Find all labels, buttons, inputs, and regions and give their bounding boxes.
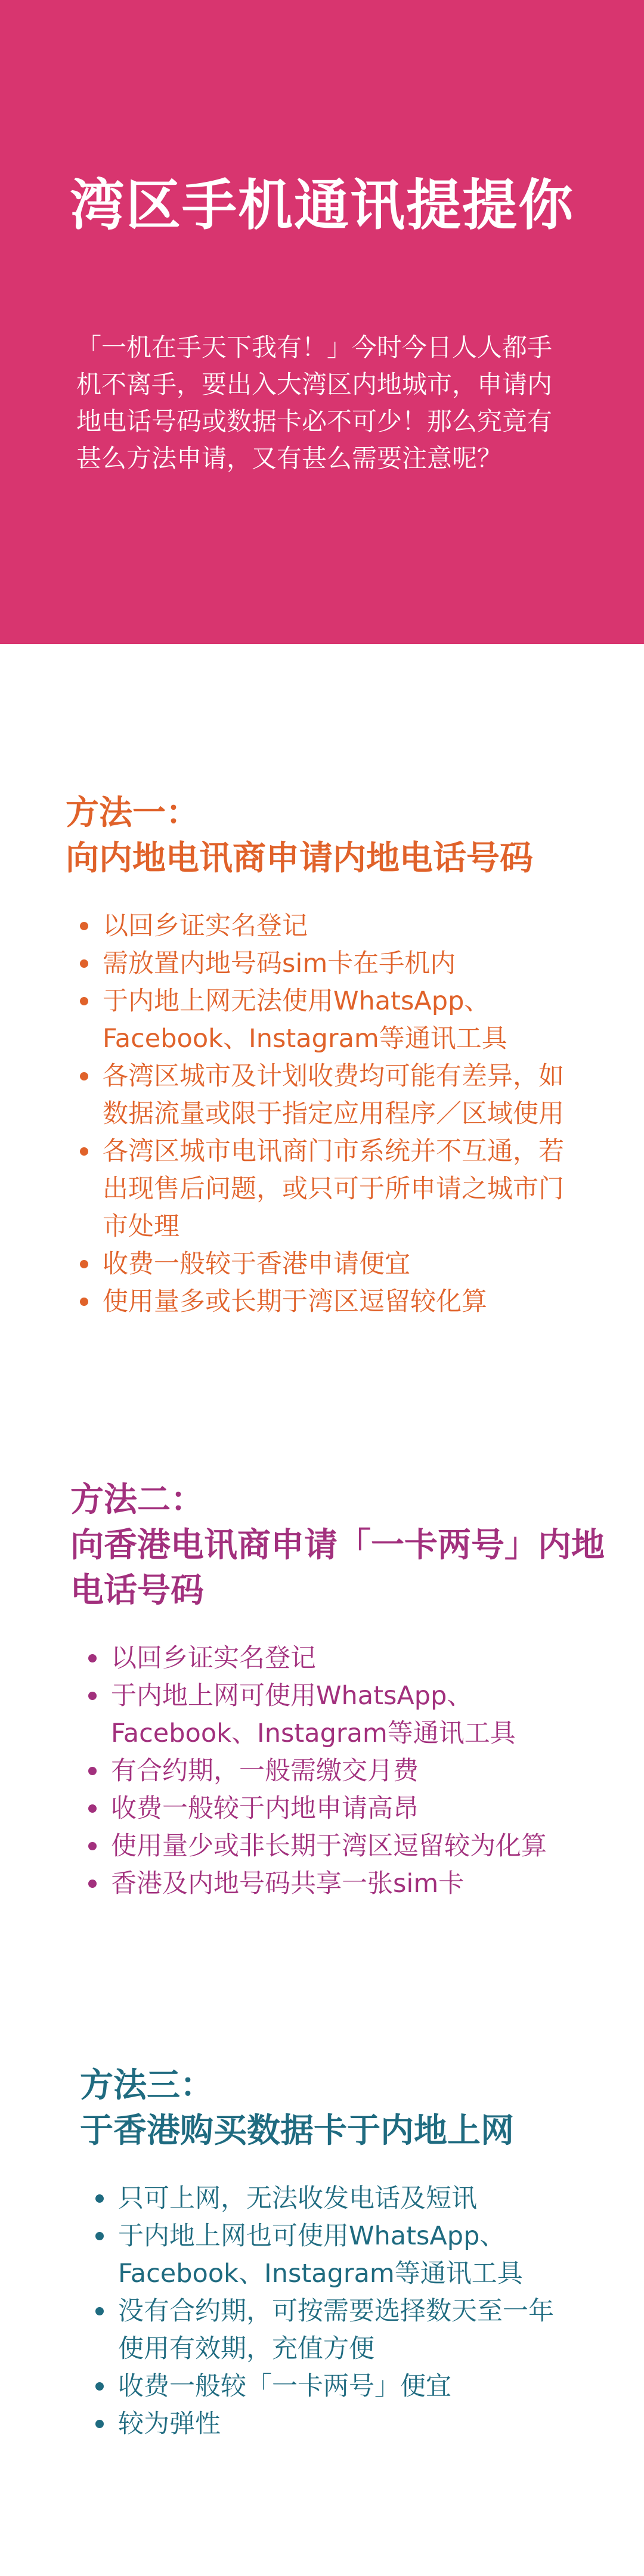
list-item: 于内地上网可使用WhatsApp、Facebook、Instagram等通讯工具 bbox=[74, 1677, 599, 1753]
method-one-section bbox=[0, 791, 644, 1321]
method-two-title bbox=[70, 1478, 619, 1614]
method-one-heading: 方法一： bbox=[66, 794, 199, 832]
method-three-heading: 方法三： bbox=[80, 2066, 213, 2105]
list-item: 香港及内地号码共享一张sim卡 bbox=[74, 1865, 599, 1903]
list-item: 没有合约期，可按需要选择数天至一年使用有效期，充值方便 bbox=[81, 2293, 558, 2368]
list-item: 使用量少或非长期于湾区逗留较为化算 bbox=[74, 1828, 599, 1865]
list-item: 于内地上网无法使用WhatsApp、Facebook、Instagram等通讯工具 bbox=[66, 983, 578, 1058]
method-three-list bbox=[81, 2180, 558, 2443]
method-one-title bbox=[66, 791, 614, 881]
list-item: 以回乡证实名登记 bbox=[74, 1640, 599, 1677]
method-three-subtitle: 于香港购买数据卡于内地上网 bbox=[80, 2111, 514, 2150]
method-one-list bbox=[66, 908, 578, 1321]
list-item: 只可上网，无法收发电话及短讯 bbox=[81, 2180, 558, 2218]
hero-banner bbox=[0, 0, 644, 644]
list-item: 使用量多或长期于湾区逗留较化算 bbox=[66, 1283, 578, 1321]
list-item: 各湾区城市电讯商门市系统并不互通，若出现售后问题，或只可于所申请之城市门市处理 bbox=[66, 1133, 578, 1246]
method-two-section bbox=[0, 1478, 644, 1903]
method-two-heading: 方法二： bbox=[70, 1481, 204, 1519]
list-item: 以回乡证实名登记 bbox=[66, 908, 578, 945]
list-item: 有合约期，一般需缴交月费 bbox=[74, 1753, 599, 1790]
method-three-section bbox=[0, 2063, 644, 2443]
list-item: 收费一般较「一卡两号」便宜 bbox=[81, 2368, 558, 2405]
method-one-subtitle: 向内地电讯商申请内地电话号码 bbox=[66, 839, 533, 878]
list-item: 收费一般较于内地申请高昂 bbox=[74, 1790, 599, 1828]
intro-paragraph: 「一机在手天下我有！」今时今日人人都手机不离手，要出入大湾区内地城市，申请内地电话号码或数据卡必不可少！那么究竟有甚么方法申请，又有甚么需要注意呢？ bbox=[76, 333, 553, 473]
list-item: 于内地上网也可使用WhatsApp、Facebook、Instagram等通讯工具 bbox=[81, 2218, 558, 2293]
list-item: 较为弹性 bbox=[81, 2405, 558, 2443]
method-two-list bbox=[74, 1640, 599, 1903]
list-item: 各湾区城市及计划收费均可能有差异，如数据流量或限于指定应用程序／区域使用 bbox=[66, 1058, 578, 1133]
page-title: 湾区手机通讯提提你 bbox=[69, 173, 574, 237]
method-three-title bbox=[80, 2063, 617, 2154]
method-two-subtitle: 向香港电讯商申请「一卡两号」内地电话号码 bbox=[70, 1526, 605, 1610]
list-item: 需放置内地号码sim卡在手机内 bbox=[66, 945, 578, 983]
list-item: 收费一般较于香港申请便宜 bbox=[66, 1246, 578, 1283]
